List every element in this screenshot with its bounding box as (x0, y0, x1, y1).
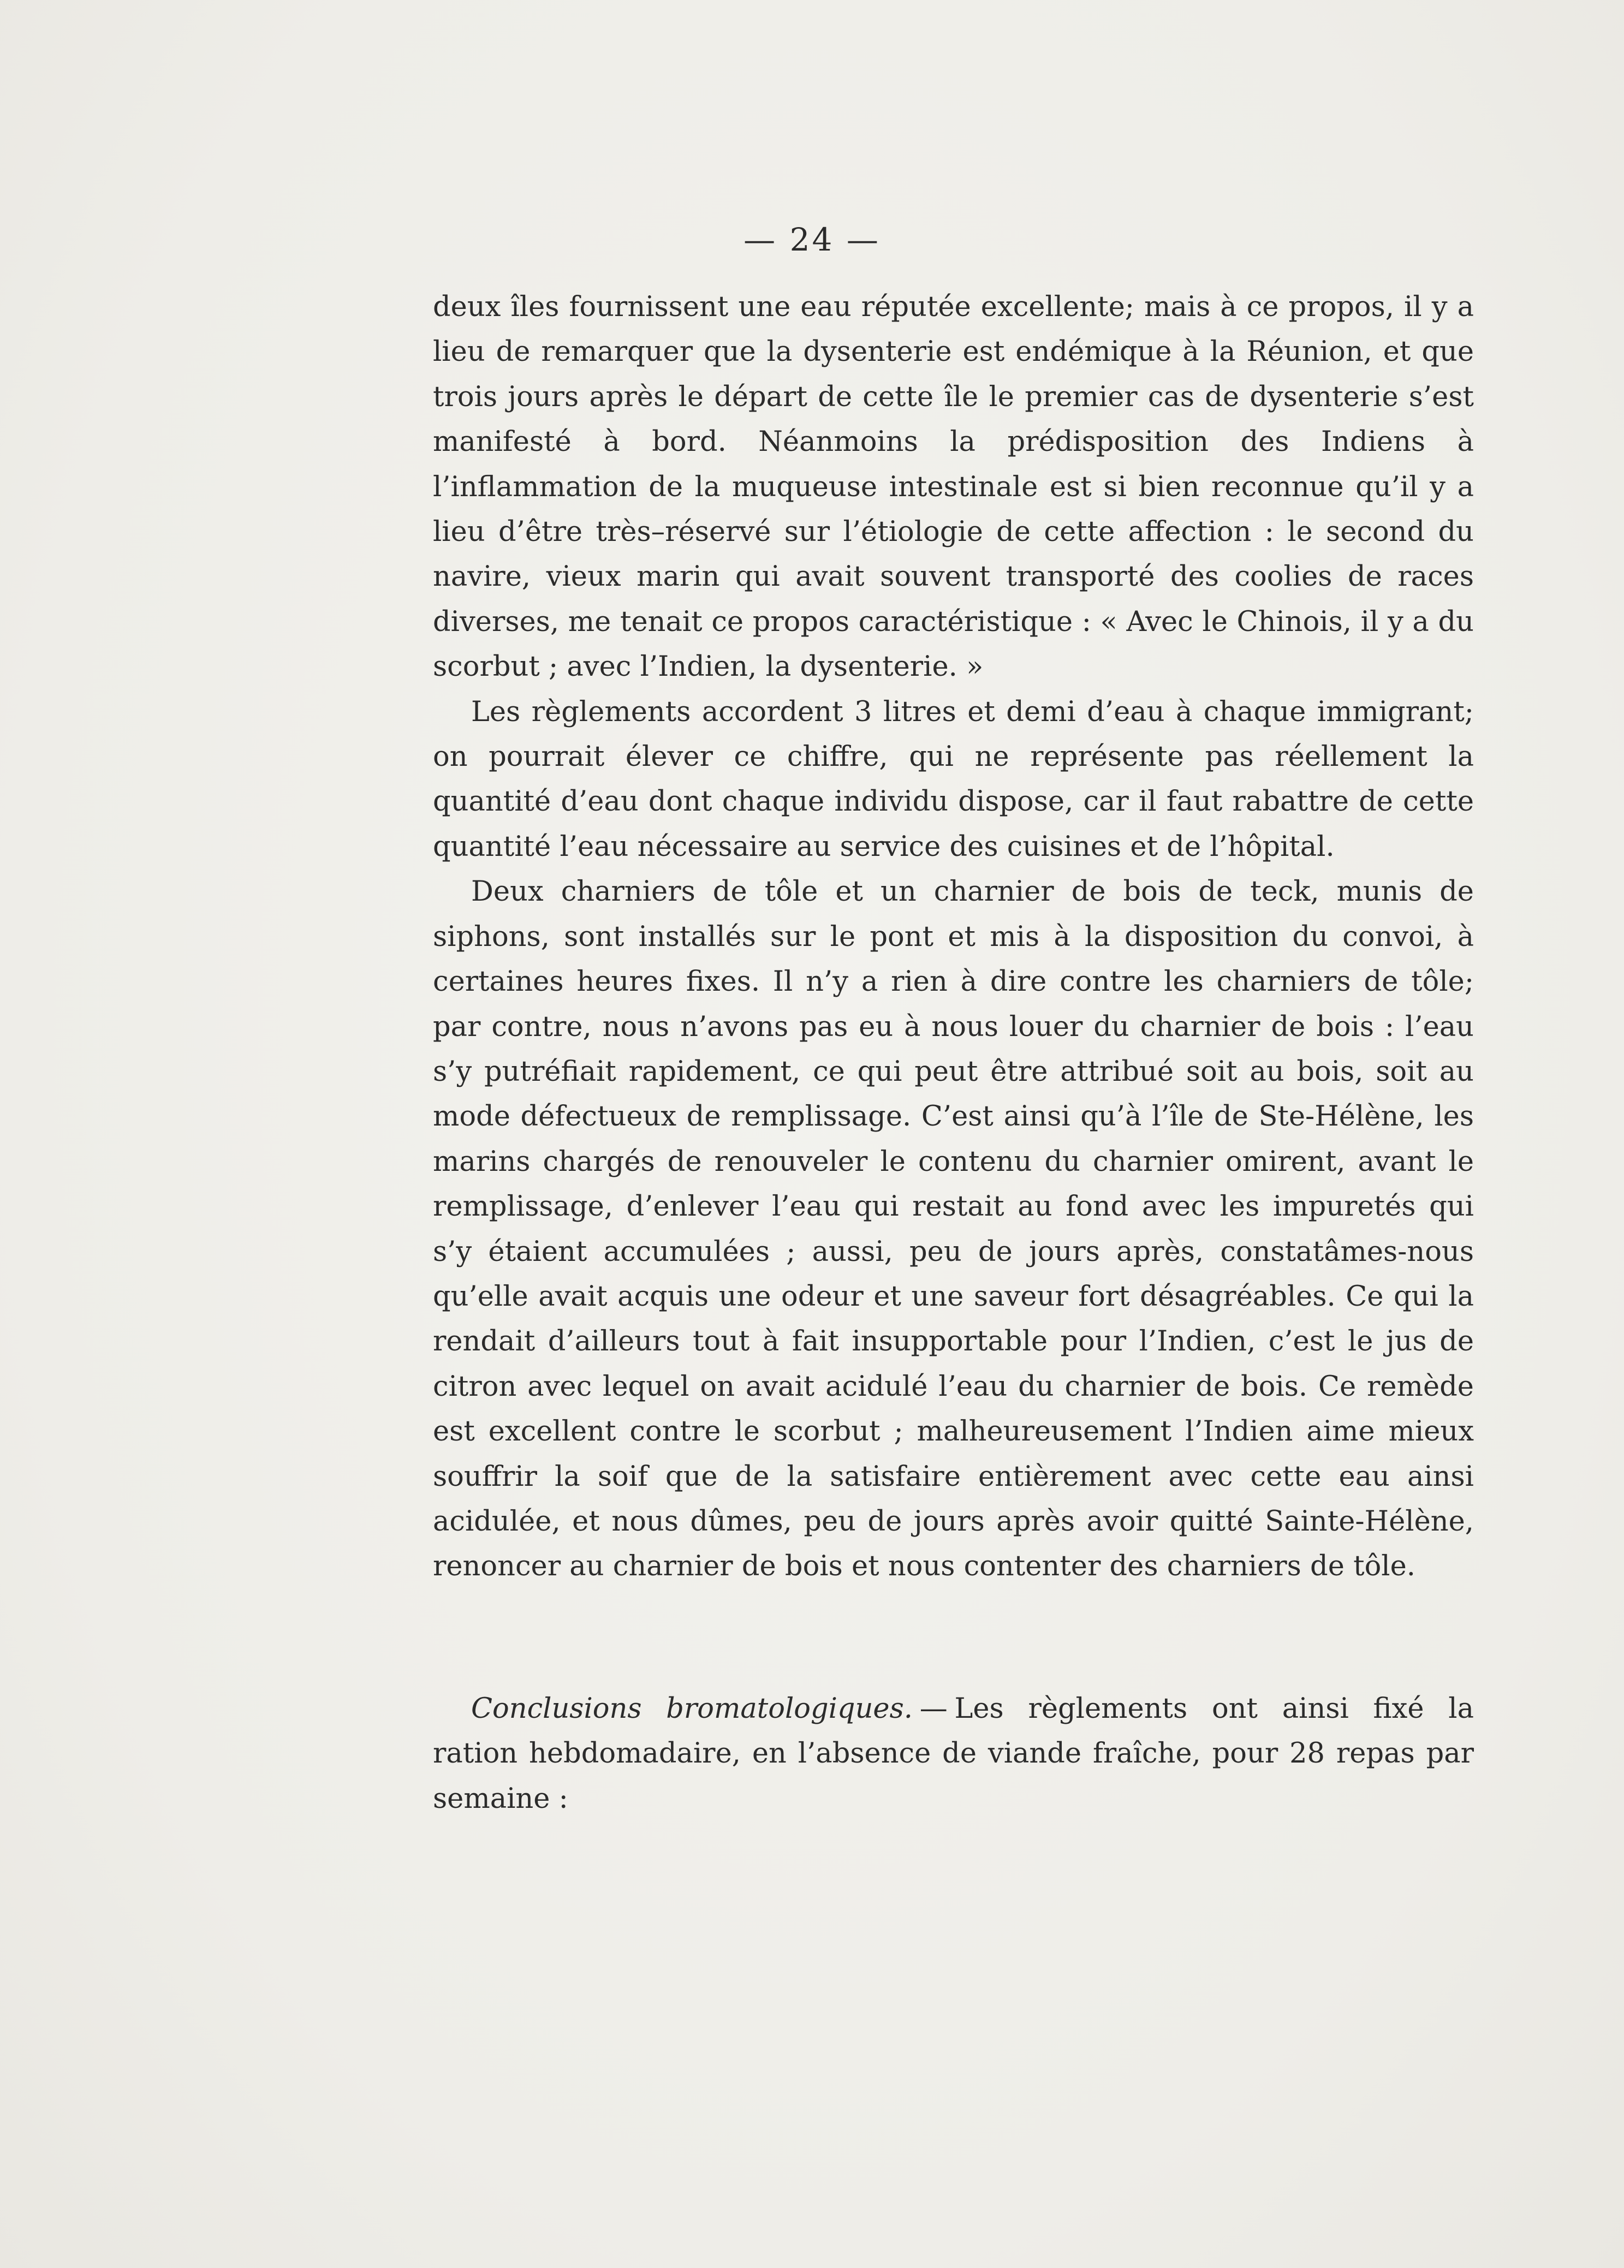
conclusion-heading: Conclusions bromatologiques. (471, 1693, 913, 1725)
paragraph-continuation: deux îles fournissent une eau réputée excellente; mais à ce propos, il y a lieu de remarquer que la dysenterie est endémique à la Réunion, et que trois jours après le départ de cette île le premier cas de dysenterie s’est manifesté à bord. Néanmoins la prédisposition des Indiens à l’inflammation de la muqueuse intestinale est si bien reconnue qu’il y a lieu d’être très–réservé sur l’étiologie de cette affection : le second du navire, vieux marin qui avait souvent transporté des coolies de races diverses, me tenait ce propos caractéristique : « Avec le Chinois, il y a du scorbut ; avec l’Indien, la dysenterie. » (433, 291, 1474, 683)
main-text-block (433, 285, 1474, 1590)
em-dash: — (919, 1693, 948, 1725)
paragraph-conclusion (433, 1687, 1474, 1821)
conclusion-block (433, 1687, 1474, 1821)
paragraph-charniers: Deux charniers de tôle et un charnier de bois de teck, munis de siphons, sont installés sur le pont et mis à la disposition du convoi, à certaines heures fixes. Il n’y a rien à dire contre les charniers de tôle; par contre, nous n’avons pas eu à nous louer du charnier de bois : l’eau s’y putréfiait rapidement, ce qui peut être attribué soit au bois, soit au mode défectueux de remplissage. C’est ainsi qu’à l’île de Ste-Hélène, les marins chargés de renouveler le contenu du charnier omirent, avant le remplissage, d’enlever l’eau qui restait au fond avec les impuretés qui s’y étaient accumulées ; aussi, peu de jours après, constatâmes-nous qu’elle avait acquis une odeur et une saveur fort désagréables. Ce qui la rendait d’ailleurs tout à fait insupportable pour l’Indien, c’est le jus de citron avec lequel on avait acidulé l’eau du charnier de bois. Ce remède est excellent contre le scorbut ; malheureusement l’Indien aime mieux souffrir la soif que de la satisfaire entièrement avec cette eau ainsi acidulée, et nous dûmes, peu de jours après avoir quitté Sainte-Hélène, renoncer au charnier de bois et nous contenter des charniers de tôle. (433, 876, 1474, 1583)
page-number: — 24 — (743, 221, 881, 258)
paragraph-water-ration: Les règlements accordent 3 litres et demi d’eau à chaque immigrant; on pourrait élever ce chiffre, qui ne représente pas réellement la quantité d’eau dont chaque individu dispose, car il faut rabattre de cette quantité l’eau nécessaire au service des cuisines et de l’hôpital. (433, 695, 1474, 863)
conclusion-text: Les règlements ont ainsi fixé la ration hebdomadaire, en l’absence de viande fraîche, pour 28 repas par semaine : (433, 1693, 1474, 1815)
